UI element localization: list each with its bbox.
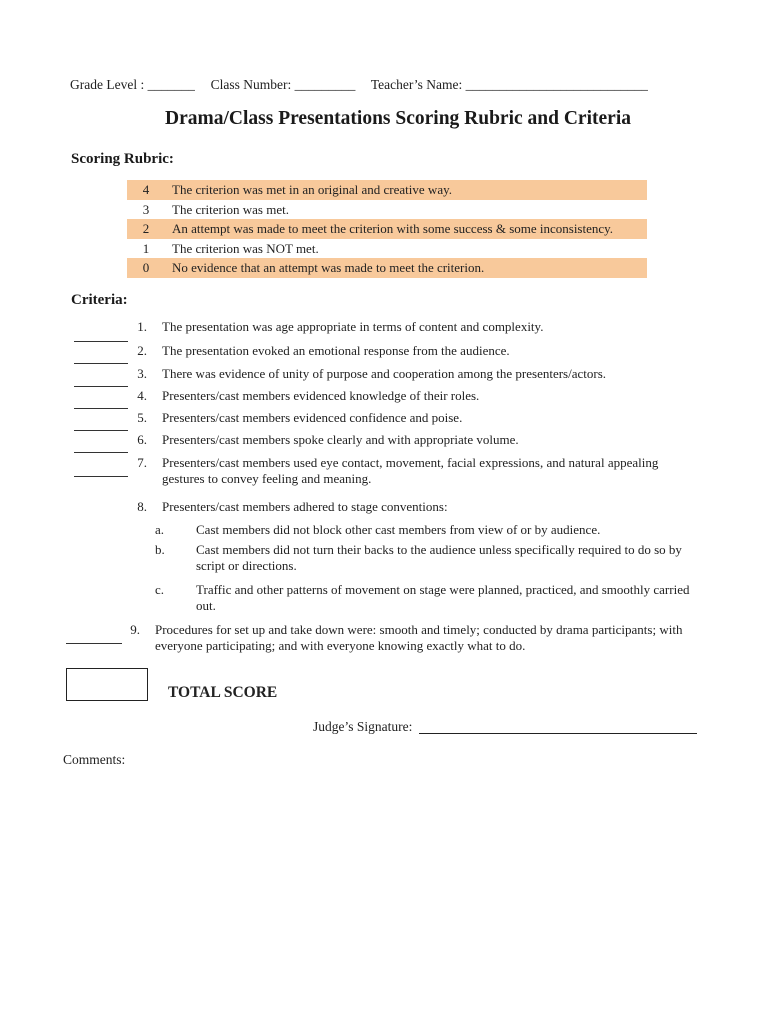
criterion-number: 8.: [137, 499, 147, 514]
total-score-box[interactable]: [66, 668, 148, 701]
judge-signature-label: Judge’s Signature:: [313, 719, 413, 734]
criterion-score-blank[interactable]: [74, 452, 128, 453]
rubric-row: [127, 239, 647, 259]
class-number-blank[interactable]: _________: [294, 77, 356, 92]
rubric-description: No evidence that an attempt was made to meet the criterion.: [172, 260, 485, 275]
criterion-number: 3.: [137, 366, 147, 381]
subitem-letter: a.: [155, 522, 165, 537]
criterion-text: Presenters/cast members spoke clearly and with appropriate volume.: [162, 432, 519, 447]
criterion-number: 4.: [137, 388, 147, 403]
grade-level-label: Grade Level :: [70, 77, 145, 92]
criterion-text: Presenters/cast members evidenced confidence and poise.: [162, 410, 463, 425]
criterion-text: The presentation evoked an emotional response from the audience.: [162, 343, 510, 358]
rubric-score: 3: [142, 201, 150, 217]
rubric-row: [127, 180, 647, 200]
rubric-description: The criterion was met in an original and creative way.: [172, 182, 452, 197]
criterion-score-blank[interactable]: [74, 341, 128, 342]
rubric-score: 0: [142, 260, 150, 275]
criteria-heading: Criteria:: [71, 292, 128, 308]
criterion-text: Presenters/cast members adhered to stage conventions:: [162, 499, 448, 514]
criterion-number: 1.: [137, 319, 147, 334]
document-title: Drama/Class Presentations Scoring Rubric and Criteria: [165, 108, 631, 129]
rubric-row: [127, 200, 647, 220]
criterion-score-blank[interactable]: [74, 363, 128, 364]
criterion-score-blank[interactable]: [74, 476, 128, 477]
rubric-description: The criterion was NOT met.: [172, 240, 319, 256]
criterion-score-blank[interactable]: [74, 408, 128, 409]
subitem-text: Traffic and other patterns of movement on stage were planned, practiced, and smoothly carried out.: [196, 582, 690, 613]
criterion-score-blank[interactable]: [66, 643, 122, 644]
rubric-description: The criterion was met.: [172, 201, 289, 217]
criterion-text: Presenters/cast members evidenced knowledge of their roles.: [162, 388, 480, 403]
criterion-number: 5.: [137, 410, 147, 425]
rubric-table: [127, 180, 647, 278]
scoring-rubric-heading: Scoring Rubric:: [71, 151, 174, 167]
subitem-letter: b.: [155, 542, 165, 557]
criterion-text: There was evidence of unity of purpose and cooperation among the presenters/actors.: [162, 366, 607, 381]
criterion-text: Procedures for set up and take down were: smooth and timely; conducted by drama participants; with everyone participating; and with everyone knowing exactly what to do.: [155, 622, 683, 653]
criterion-text: The presentation was age appropriate in terms of content and complexity.: [162, 319, 544, 334]
rubric-description: An attempt was made to meet the criterion with some success & some inconsistency.: [172, 221, 614, 236]
criterion-number: 2.: [137, 343, 147, 358]
class-number-label: Class Number:: [210, 77, 292, 92]
comments-label: Comments:: [63, 752, 126, 767]
criterion-number: 7.: [137, 455, 147, 470]
rubric-row: [127, 219, 647, 239]
criterion-score-blank[interactable]: [74, 430, 128, 431]
subitem-text: Cast members did not turn their backs to the audience unless specifically required to do so by script or directions.: [196, 542, 682, 573]
criterion-score-blank[interactable]: [74, 386, 128, 387]
subitem-letter: c.: [155, 582, 165, 597]
criterion-number: 9.: [130, 622, 140, 637]
subitem-text: Cast members did not block other cast members from view of or by audience.: [196, 522, 601, 537]
criterion-number: 6.: [137, 432, 147, 447]
criterion-text: Presenters/cast members used eye contact, movement, facial expressions, and natural appealing gestures to convey feeling and meaning.: [162, 455, 659, 486]
judge-signature-line[interactable]: [419, 733, 697, 734]
rubric-score: 1: [142, 240, 150, 256]
total-score-label: TOTAL SCORE: [168, 684, 278, 701]
grade-level-blank[interactable]: _______: [147, 77, 195, 92]
rubric-score: 4: [142, 182, 150, 197]
rubric-score: 2: [142, 221, 150, 236]
header-fields: [70, 77, 648, 93]
teacher-name-label: Teacher’s Name:: [370, 77, 463, 92]
rubric-row: [127, 258, 647, 278]
teacher-name-blank[interactable]: ___________________________: [465, 77, 648, 92]
